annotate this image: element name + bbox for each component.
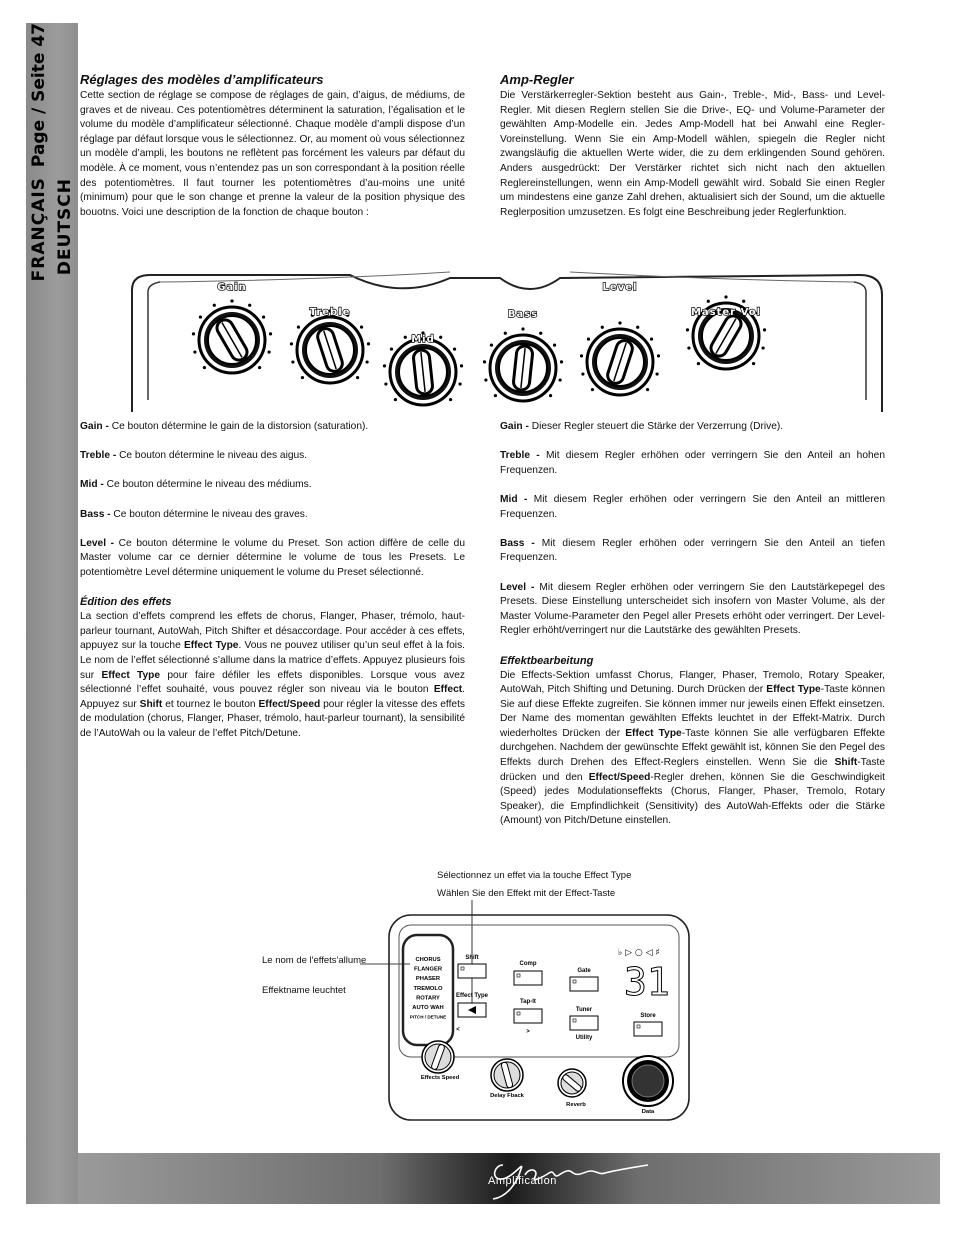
knob-label: Treble	[309, 307, 351, 318]
knob-treble[interactable]	[290, 309, 370, 383]
fr-title: Réglages des modèles d’amplificateurs	[80, 72, 324, 87]
svg-text:♭ ▷ ○ ◁ ♯: ♭ ▷ ○ ◁ ♯	[618, 948, 660, 958]
shift-label: Shift	[465, 955, 479, 961]
tuner-label: Tuner	[575, 1007, 593, 1013]
fr-intro: Cette section de réglage se compose de réglages de gain, d’aigus, de médiums, de graves et de niveau. Ces potentiomètres déterminent la saturation, l’égalisation et le volume du modèle d’amplificateur sélectionné. Chaque modèle d’ampli dispose d’un réglage par défaut lorsque vous le sélectionnez. Or, au moment où vous sélectionnez un modèle d’ampli, les boutons ne reflètent pas forcément les valeurs par défaut du modèle. À ce moment, vous n’entendez pas un son correspondant à la position réelle des potentiomètres. Il faut tourner les potentiomètres d’au-moins une unité (minimum) pour que le son change et prenne la valeur de la position physique des bouotns. Voici une description de la fonction de chaque bouton :	[80, 90, 465, 218]
tap-label: Tap-It	[520, 999, 536, 1005]
knob-label: Mid	[411, 334, 435, 345]
svg-text:>: >	[526, 1029, 530, 1035]
fr-item-level: Level - Ce bouton détermine le volume du Preset. Son action diffère de celle du Master volume car ce dernier détermine le volume de tous les Presets. Le potentiomètre Level détermine uniquement le volume du Preset sélectionné.	[80, 537, 465, 578]
comp-label: Comp	[519, 961, 537, 967]
de-item-bass: Bass - Mit diesem Regler erhöhen oder verringern Sie den Anteil an tiefen Frequenzen.	[500, 537, 886, 564]
annot-select-fr: Sélectionnez un effet via la touche Effect Type	[437, 870, 632, 881]
store-label: Store	[640, 1013, 656, 1019]
knob-bass[interactable]	[483, 327, 563, 401]
knob-label: Level	[602, 282, 638, 293]
de-item-gain: Gain - Dieser Regler steuert die Stärke der Verzerrung (Drive).	[500, 421, 784, 432]
effects-control-panel	[386, 905, 698, 1137]
de-intro-section	[500, 71, 885, 220]
lang-de: DEUTSCH	[55, 178, 75, 276]
effect-matrix-item: AUTO WAH	[412, 1005, 444, 1011]
knob-gain[interactable]	[192, 299, 272, 373]
gate-label: Gate	[577, 968, 591, 974]
fr-effects-title: Édition des effets	[80, 596, 172, 609]
effect-matrix-item: ROTARY	[416, 995, 440, 1002]
data-wheel[interactable]	[623, 1056, 673, 1106]
de-title: Amp-Regler	[500, 72, 574, 87]
knob-label: Gain	[217, 282, 247, 293]
de-item-mid: Mid - Mit diesem Regler erhöhen oder verringern Sie den Anteil an mittleren Frequenzen.	[500, 493, 886, 520]
annot-name-de: Effektname leuchtet	[262, 985, 346, 996]
fx-knob-1[interactable]	[491, 1059, 523, 1091]
effect-matrix-item: CHORUS	[415, 957, 441, 963]
fx-knob-2[interactable]	[558, 1069, 586, 1097]
de-effects-title: Effektbearbeitung	[500, 654, 594, 667]
delay-label: Delay Fback	[490, 1093, 524, 1099]
tuner-display	[618, 948, 670, 1004]
page-number: Page / Seite 47	[29, 23, 49, 168]
knob-level[interactable]	[580, 321, 660, 395]
effect-matrix-item: FLANGER	[413, 966, 443, 973]
de-effects-body: Die Effects-Sektion umfasst Chorus, Flanger, Phaser, Tremolo, Rotary Speaker, AutoWah, Pitch Shifting und Detuning. Durch Drücken der Effect Type-Taste können Sie auf diese Effekte zugreifen. Sie können immer nur jeweils einen Effekt einsetzen. Der Name des momentan gewählten Effekts leuchtet in der Effekt-Matrix. Durch wiederholtes Drücken der Effect Type-Taste können Sie alle verfügbaren Effekte durchgehen. Nachdem der gewünschte Effekt gewählt ist, können Sie den Pegel des Effekts durch Drehen des Effect-Reglers einstellen. Wenn Sie die Shift-Taste drücken und den Effect/Speed-Regler drehen, können Sie die Geschwindigkeit (Speed) jedes Modulationseffekts (Chorus, Flanger, Phaser, Tremolo, Rotary Speaker), die Empfindlichkeit (Sensitivity) des AutoWah-Effekts oder die Stärke (Amount) von Pitch/Detune einstellen.	[500, 669, 886, 827]
fr-controls-list	[80, 420, 465, 741]
annot-name-fr: Le nom de l'effets'allume	[262, 955, 367, 966]
amp-control-panel	[120, 270, 890, 412]
utility-label: Utility	[575, 1035, 593, 1041]
de-controls-list	[500, 420, 885, 829]
footer-band	[78, 1153, 940, 1204]
data-label: Data	[641, 1109, 655, 1115]
svg-text:<: <	[456, 1027, 460, 1033]
effect-matrix-item: PITCH / DETUNE	[409, 1014, 447, 1020]
fr-effects-body: La section d’effets comprend les effets de chorus, Flanger, Phaser, trémolo, haut-parleur tournant, AutoWah, Pitch Shifter et désaccordage. Pour accéder à ces effets, appuyez sur la touche Effect Type. Vous ne pouvez utiliser qu’un seul effet à la fois. Le nom de l’effet sélectionné s’allume dans la matrice d’effets. Appuyez plusieurs fois sur Effect Type pour faire défiler les effets disponibles. Lorsque vous avez sélectionné l’effet souhaité, vous pouvez régler son niveau via le bouton Effect. Appuyez sur Shift et tournez le bouton Effect/Speed pour régler la vitesse des effets de modulation (chorus, Flanger, Phaser, trémolo, haut-parleur tournant), la sensibilité de l’AutoWah ou la valeur de l’effet Pitch/Detune.	[80, 611, 466, 739]
de-item-level: Level - Mit diesem Regler erhöhen oder verringern Sie den Lautstärkepegel des Presets. Diese Einstellung unterscheidet sich insofern von Master Volume, als der Master Volume-Parameter den Pegel aller Presets erhöht oder verringert. Der Level-Regler erhöht/verringert nur die Lautstärke des gewählten Presets.	[500, 581, 885, 637]
fr-item-treble: Treble - Ce bouton détermine le niveau des aigus.	[80, 450, 308, 462]
fr-intro-section	[80, 71, 465, 220]
effect-matrix-item: PHASER	[415, 976, 441, 983]
knob-label: Master Vol	[690, 307, 762, 318]
fr-item-bass: Bass - Ce bouton détermine le niveau des graves.	[80, 508, 308, 520]
de-item-treble: Treble - Mit diesem Regler erhöhen oder verringern Sie den Anteil an hohen Frequenzen.	[500, 450, 885, 476]
effects-speed-label: Effects Speed	[420, 1075, 460, 1081]
annot-select-de: Wählen Sie den Effekt mit der Effect-Taste	[437, 888, 616, 899]
footer-brand: Amplification	[488, 1175, 557, 1187]
knob-label: Bass	[507, 309, 539, 320]
fr-item-mid: Mid - Ce bouton détermine le niveau des médiums.	[80, 479, 312, 491]
sidebar-label	[26, 23, 78, 313]
lang-fr: FRANÇAIS	[29, 177, 49, 282]
effect-matrix-item: TREMOLO	[413, 985, 443, 992]
effect-type-label: Effect Type	[456, 993, 488, 999]
fr-item-gain: Gain - Ce bouton détermine le gain de la distorsion (saturation).	[80, 421, 369, 432]
reverb-label: Reverb	[566, 1102, 586, 1108]
fx-knob-0[interactable]	[422, 1041, 454, 1073]
led-display: 31	[624, 960, 670, 1004]
de-intro: Die Verstärkerregler-Sektion besteht aus Gain-, Treble-, Mid-, Bass- und Level-Regler. Mit diesen Reglern stellen Sie die Drive-, EQ- und Volume-Parameter der gewählten Amp-Modelle ein. Jedes Amp-Modell hat bei Anwahl eine Regler-Voreinstellung. Wenn Sie ein Amp-Modell wählen, spiegeln die Regler nicht zwangsläufig die aktuellen Werte wider, die zu dem erklingenden Sound gehören. Anders ausgedrückt: Der Verstärker richtet sich nicht nach den aktuellen Reglereinstellungen, wenn ein Amp-Modell gewählt wird. Sobald Sie einen Regler um mindestens eine ganze Zahl drehen, aktualisiert sich der Sound, um die aktuelle Reglerposition umzusetzen. Es folgt eine Beschreibung jeder Reglerfunktion.	[500, 90, 885, 218]
